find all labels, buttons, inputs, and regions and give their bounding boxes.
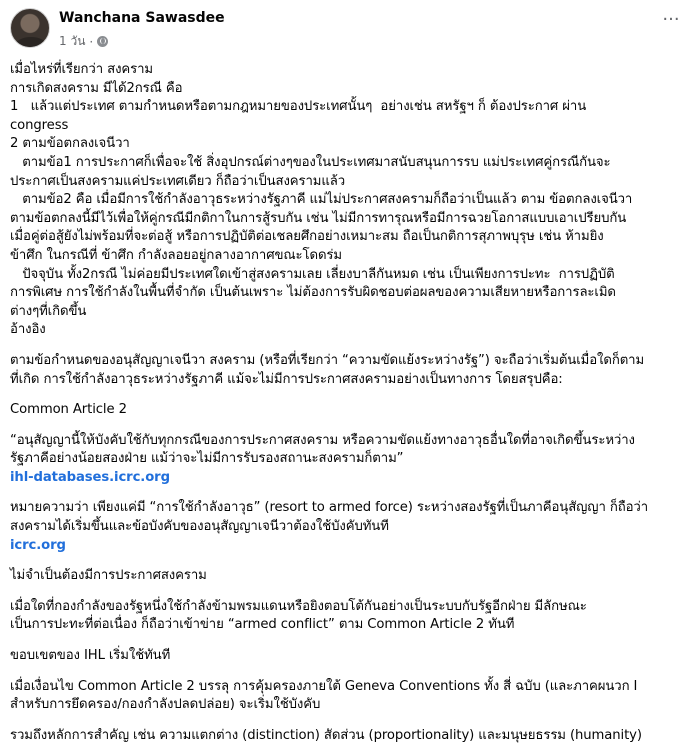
common-article-heading: Common Article 2 bbox=[10, 402, 127, 418]
text-line: 1 แล้วแต่ประเทศ ตามกำหนดหรือตามกฎหมายของประเทศนั้นๆ อย่างเช่น สหรัฐฯ ก็ ต้องประกาศ ผ่าน bbox=[10, 99, 587, 115]
text-line: เมื่อใดที่กองกำลังของรัฐหนึ่งใช้กำลังข้ามพรมแดนหรือยิงตอบโต้กันอย่างเป็นระบบกับรัฐอีกฝ่าย มีลักษณะ bbox=[10, 598, 587, 614]
text-line: 2 ตามข้อตกลงเจนีวา bbox=[10, 136, 130, 152]
text-line: รวมถึงหลักการสำคัญ เช่น ความแตกต่าง (distinction) สัดส่วน (proportionality) และมนุษยธรรม (humanity) bbox=[10, 727, 642, 743]
text-line: ตามข้อตกลงนี้มีไว้เพื่อให้คู่กรณีมีกติกาในการสู้รบกัน เช่น ไม่มีการทารุณหรือมีการฉวยโอกาสแบบเอาเปรียบกัน bbox=[10, 210, 627, 226]
author-avatar[interactable] bbox=[10, 8, 50, 48]
text-line: รัฐภาคีอย่างน้อยสองฝ่าย แม้ว่าจะไม่มีการรับรองสถานะสงครามก็ตาม” bbox=[10, 451, 404, 467]
text-line: หมายความว่า เพียงแค่มี “การใช้กำลังอาวุธ” (resort to armed force) ระหว่างสองรัฐที่เป็นภาคีอนุสัญญา ก็ถือว่า bbox=[10, 500, 649, 516]
author-name[interactable]: Wanchana Sawasdee bbox=[59, 10, 225, 26]
text-line: เป็นการปะทะที่ต่อเนื่อง ก็ถือว่าเข้าข่าย “armed conflict” ตาม Common Article 2 ทันที bbox=[10, 617, 515, 633]
text-line: เมื่อไหร่ที่เรียกว่า สงคราม bbox=[10, 62, 154, 77]
text-line: ประกาศเป็นสงครามแค่ประเทศเดียว ก็ถือว่าเป็นสงครามแล้ว bbox=[10, 173, 346, 189]
text-line: เมื่อคู่ต่อสู้ยังไม่พร้อมที่จะต่อสู้ หรือการปฏิบัติต่อเชลยศึกอย่างเหมาะสม ถือเป็นกติการสุภาพบุรุษ เช่น ห้ามยิง bbox=[10, 229, 604, 245]
text-line: ตามข้อ2 คือ เมื่อมีการใช้กำลังอาวุธระหว่างรัฐภาคี แม่ไม่ประกาศสงครามก็ถือว่าเป็นแล้ว ตาม ข้อตกลงเจนีวา bbox=[10, 192, 633, 208]
post-body bbox=[10, 61, 675, 745]
text-line: การพิเศษ การใช้กำลังในพื้นที่จำกัด เป็นต้นเพราะ ไม่ต้องการรับผิดชอบต่อผลของความเสียหายหรือการละเมิด bbox=[10, 285, 616, 301]
text-line: อ้างอิง bbox=[10, 322, 46, 338]
meta-separator: · bbox=[89, 34, 94, 49]
post-timestamp[interactable]: 1 วัน bbox=[59, 34, 86, 48]
icrc-link[interactable]: icrc.org bbox=[10, 537, 66, 553]
post-meta bbox=[59, 32, 108, 51]
text-line: สำหรับการยึดครอง/กองกำลังปลดปล่อย) จะเริ่มใช้บังคับ bbox=[10, 697, 321, 713]
globe-icon[interactable] bbox=[97, 36, 108, 47]
text-line: ปัจจุบัน ทั้ง2กรณี ไม่ค่อยมีประเทศใดเข้าสู่สงครามเลย เลี่ยงบาลีกันหมด เช่น เป็นเพียงการปะทะ การปฏิบัติ bbox=[10, 266, 615, 282]
text-line: ต่างๆที่เกิดขึ้น bbox=[10, 303, 87, 319]
more-options-button[interactable]: ··· bbox=[662, 9, 680, 30]
text-line: ไม่จำเป็นต้องมีการประกาศสงคราม bbox=[10, 568, 207, 584]
ihl-databases-link[interactable]: ihl-databases.icrc.org bbox=[10, 469, 170, 485]
text-line: การเกิดสงคราม มีได้2กรณี คือ bbox=[10, 80, 183, 96]
text-line: สงครามได้เริ่มขึ้นและข้อบังคับของอนุสัญญาเจนีวาต้องใช้บังคับทันที bbox=[10, 519, 389, 535]
text-line: ตามข้อ1 การประกาศก็เพื่อจะใช้ สิ่งอุปกรณ์ต่างๆของในประเทศมาสนับสนุนการรบ แม่ประเทศคู่กรณีกันจะ bbox=[10, 154, 611, 170]
text-line: congress bbox=[10, 117, 69, 133]
text-line: ตามข้อกำหนดของอนุสัญญาเจนีวา สงคราม (หรือที่เรียกว่า “ความขัดแย้งระหว่างรัฐ”) จะถือว่าเริ่มต้นเมื่อใดก็ตาม bbox=[10, 352, 645, 368]
text-line: ข้าศึก ในกรณีที่ ข้าศึก กำลังลอยอยู่กลางอากาศขณะโดดร่ม bbox=[10, 247, 342, 263]
text-line: ที่เกิด การใช้กำลังอาวุธระหว่างรัฐภาคี แม้จะไม่มีการประกาศสงครามอย่างเป็นทางการ โดยสรุปคือ: bbox=[10, 371, 563, 387]
text-line: ขอบเขตของ IHL เริ่มใช้ทันที bbox=[10, 648, 171, 664]
text-line: เมื่อเงื่อนไข Common Article 2 บรรลุ การคุ้มครองภายใต้ Geneva Conventions ทั้ง สี่ ฉบับ (และภาคผนวก I bbox=[10, 678, 638, 694]
post-header bbox=[10, 8, 686, 52]
text-line: “อนุสัญญานี้ให้บังคับใช้กับทุกกรณีของการประกาศสงคราม หรือความขัดแย้งทางอาวุธอื่นใดที่อาจเกิดขึ้นระหว่าง bbox=[10, 432, 635, 448]
